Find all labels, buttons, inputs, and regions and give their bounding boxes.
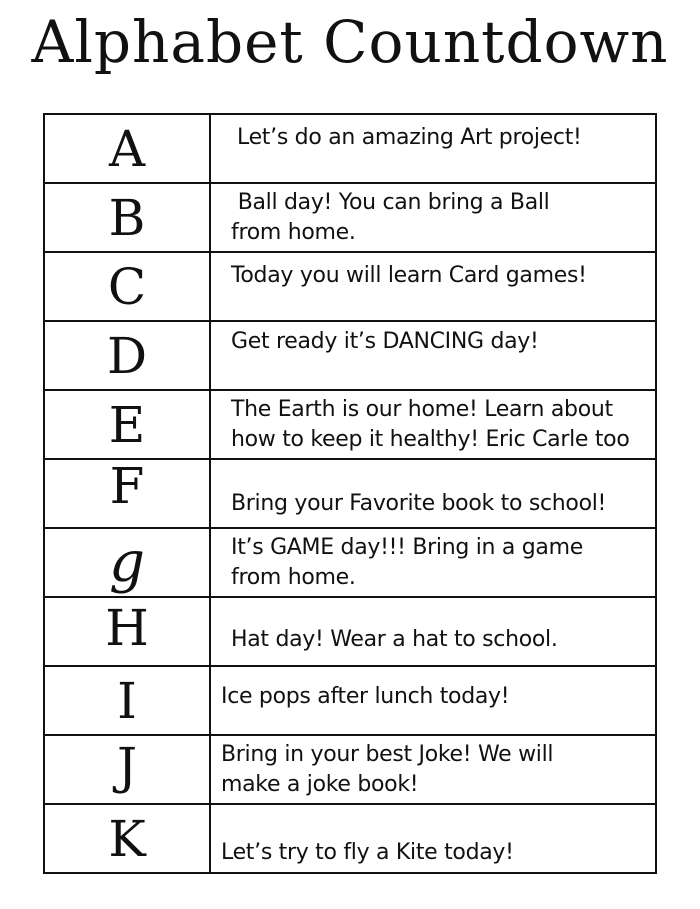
row-activity <box>210 459 656 528</box>
row-activity-text: Hat day! Wear a hat to school. <box>231 627 558 652</box>
table-row <box>44 114 656 183</box>
row-activity <box>210 321 656 390</box>
row-activity <box>210 666 656 735</box>
row-activity <box>210 528 656 597</box>
table-row <box>44 528 656 597</box>
table-row <box>44 459 656 528</box>
row-letter: K <box>44 804 210 873</box>
row-activity-text: The Earth is our home! Learn about how to keep it healthy! Eric Carle too <box>231 396 630 452</box>
table-row <box>44 597 656 666</box>
page-title: Alphabet Countdown <box>31 8 669 76</box>
row-activity-text: Bring your Favorite book to school! <box>231 491 607 516</box>
table-row <box>44 183 656 252</box>
table-row <box>44 666 656 735</box>
row-letter: A <box>44 114 210 183</box>
row-letter: C <box>44 252 210 321</box>
row-letter: D <box>44 321 210 390</box>
row-letter: E <box>44 390 210 459</box>
row-activity-text: Today you will learn Card games! <box>231 263 587 288</box>
row-activity <box>210 804 656 873</box>
table-row <box>44 735 656 804</box>
row-letter: F <box>44 459 210 528</box>
table-row <box>44 390 656 459</box>
row-activity <box>210 114 656 183</box>
row-activity-text: Ice pops after lunch today! <box>221 684 510 709</box>
row-activity-text: Ball day! You can bring a Ball from home. <box>231 189 557 245</box>
row-activity-text: Get ready it’s DANCING day! <box>231 329 539 354</box>
row-activity-text: It’s GAME day!!! Bring in a game from home. <box>231 534 583 590</box>
row-activity <box>210 735 656 804</box>
row-letter: I <box>44 666 210 735</box>
row-activity <box>210 252 656 321</box>
row-activity-text: Let’s do an amazing Art project! <box>237 125 582 150</box>
row-activity-text: Bring in your best Joke! We will make a joke book! <box>221 741 554 797</box>
row-letter: B <box>44 183 210 252</box>
row-activity <box>210 183 656 252</box>
row-activity-text: Let’s try to fly a Kite today! <box>221 840 514 865</box>
row-letter: g <box>44 528 210 597</box>
table-row <box>44 252 656 321</box>
row-letter: J <box>44 735 210 804</box>
table-row <box>44 804 656 873</box>
row-letter: H <box>44 597 210 666</box>
table-row <box>44 321 656 390</box>
row-activity <box>210 390 656 459</box>
row-activity <box>210 597 656 666</box>
countdown-table <box>43 113 657 874</box>
